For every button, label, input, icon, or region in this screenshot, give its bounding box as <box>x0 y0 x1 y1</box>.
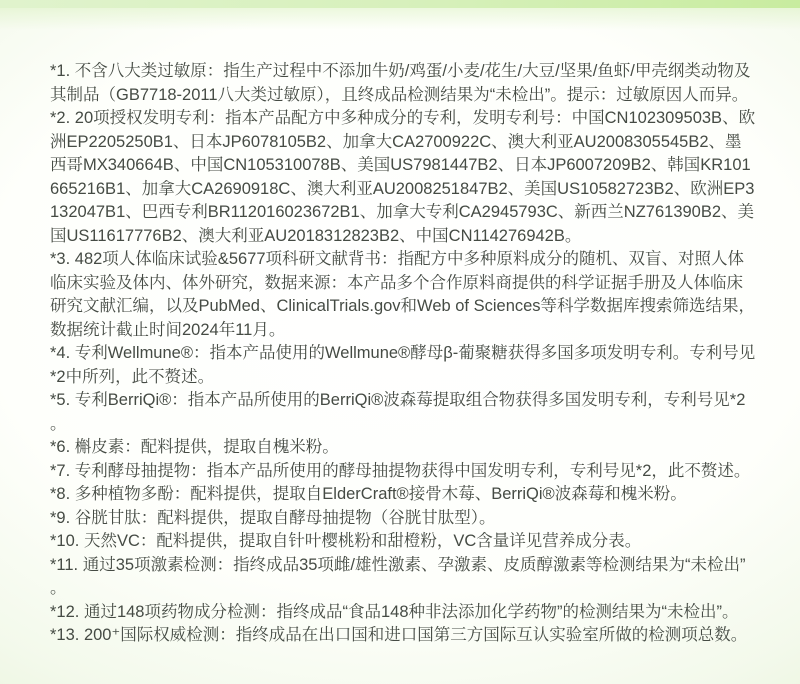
footnote-marker: *5. <box>50 391 75 409</box>
footnote-item <box>50 624 757 648</box>
footnote-item <box>50 601 757 625</box>
footnote-marker: *2. <box>50 109 75 127</box>
footnote-text: 配料提供，提取自酵母抽提物（谷胱甘肽型）。 <box>157 508 496 527</box>
footnote-text: 指配方中多种原料成分的随机、双盲、对照人体临床实验及体内、体外研究，数据来源：本产品多个合作原料商提供的科学证据手册及人体临床研究文献汇编，以及PubMed、ClinicalTrials.gov和Web of Sciences等科学数据库搜索筛选结果，数据统计截止时间2024年11月。 <box>50 250 756 339</box>
footnote-item <box>50 60 757 107</box>
footnote-marker: *12. <box>50 602 84 621</box>
footnote-text: 配料提供，提取自ElderCraft®接骨木莓、BerriQi®波森莓和槐米粉。 <box>190 485 687 503</box>
footnote-label: 专利Wellmune®： <box>74 344 210 362</box>
footnote-text: 指本产品所使用的BerriQi®波森莓提取组合物获得多国发明专利，专利号见*2。 <box>50 391 746 433</box>
top-green-band <box>0 0 800 8</box>
footnote-label: 20项授权发明专利： <box>74 109 226 127</box>
footnote-marker: *8. <box>50 485 75 503</box>
footnote-text: 配料提供，提取自针叶樱桃粉和甜橙粉，VC含量详见营养成分表。 <box>156 532 642 550</box>
footnote-marker: *6. <box>50 438 75 456</box>
footnote-text: 指生产过程中不添加牛奶/鸡蛋/小麦/花生/大豆/坚果/鱼虾/甲壳纲类动物及其制品（GB7718-2011八大类过敏原），且终成品检测结果为“未检出”。提示：过敏原因人而异。 <box>50 62 751 104</box>
footnote-item <box>50 507 757 531</box>
footnote-label: 不含八大类过敏原： <box>74 62 224 80</box>
footnote-item <box>50 483 757 507</box>
footnote-text: 指本产品使用的Wellmune®酵母β-葡聚糖获得多国多项发明专利。专利号见*2中所列，此不赘述。 <box>50 344 756 386</box>
footnote-text: 指终成品35项雌/雄性激素、孕激素、皮质醇激素等检测结果为“未检出”。 <box>50 555 746 597</box>
footnote-marker: *4. <box>50 344 75 362</box>
footnote-marker: *7. <box>50 461 75 480</box>
footnote-marker: *13. <box>50 626 84 644</box>
footnote-marker: *10. <box>50 532 84 550</box>
footnote-label: 槲皮素： <box>74 438 141 456</box>
footnote-label: 天然VC： <box>83 532 157 550</box>
footnote-label: 通过35项激素检测： <box>82 555 234 574</box>
footnote-text: 指终成品在出口国和进口国第三方国际互认实验室所做的检测项总数。 <box>235 626 748 644</box>
footnote-text: 配料提供，提取自槐米粉。 <box>140 438 339 456</box>
footnote-item <box>50 342 757 389</box>
footnote-label: 专利酵母抽提物： <box>74 461 207 480</box>
footnote-marker: *9. <box>50 508 75 527</box>
footnote-marker: *3. <box>50 250 75 268</box>
footnote-label: 多种植物多酚： <box>74 485 191 503</box>
footnote-text: 指终成品“食品148种非法添加化学药物”的检测结果为“未检出”。 <box>276 602 739 621</box>
footnote-text: 指本产品配方中多种成分的专利，发明专利号：中国CN102309503B、欧洲EP2205250B1、日本JP6078105B2、加拿大CA2700922C、澳大利亚AU2008305545B2、墨西哥MX340664B、中国CN105310078B、美国US7981447B2、日本JP6007209B2、韩国KR101665216B1、加拿大CA2690918C、澳大利亚AU2008251847B2、美国US10582723B2、欧洲EP3132047B1、巴西专利BR112016023672B1、加拿大专利CA2945793C、新西兰NZ761390B2、美国US11617776B2、澳大利亚AU2018312823B2、中国CN114276942B。 <box>50 109 756 245</box>
footnote-marker: *11. <box>50 555 83 574</box>
footnote-item <box>50 530 757 554</box>
footnote-item <box>50 554 757 601</box>
footnote-text: 指本产品所使用的酵母抽提物获得中国发明专利，专利号见*2，此不赘述。 <box>206 461 751 480</box>
footnote-label: 200⁺国际权威检测： <box>83 626 236 644</box>
footnote-item <box>50 460 757 484</box>
footnote-label: 专利BerriQi®： <box>74 391 188 409</box>
footnote-item <box>50 436 757 460</box>
footnote-label: 通过148项药物成分检测： <box>83 602 277 621</box>
footnote-label: 谷胱甘肽： <box>74 508 158 527</box>
footnote-marker: *1. <box>50 62 75 80</box>
footnote-item <box>50 248 757 342</box>
footnote-label: 482项人体临床试验&5677项科研文献背书： <box>74 250 398 268</box>
footnotes-list <box>50 60 757 648</box>
footnote-item <box>50 389 757 436</box>
footnote-item <box>50 107 757 248</box>
